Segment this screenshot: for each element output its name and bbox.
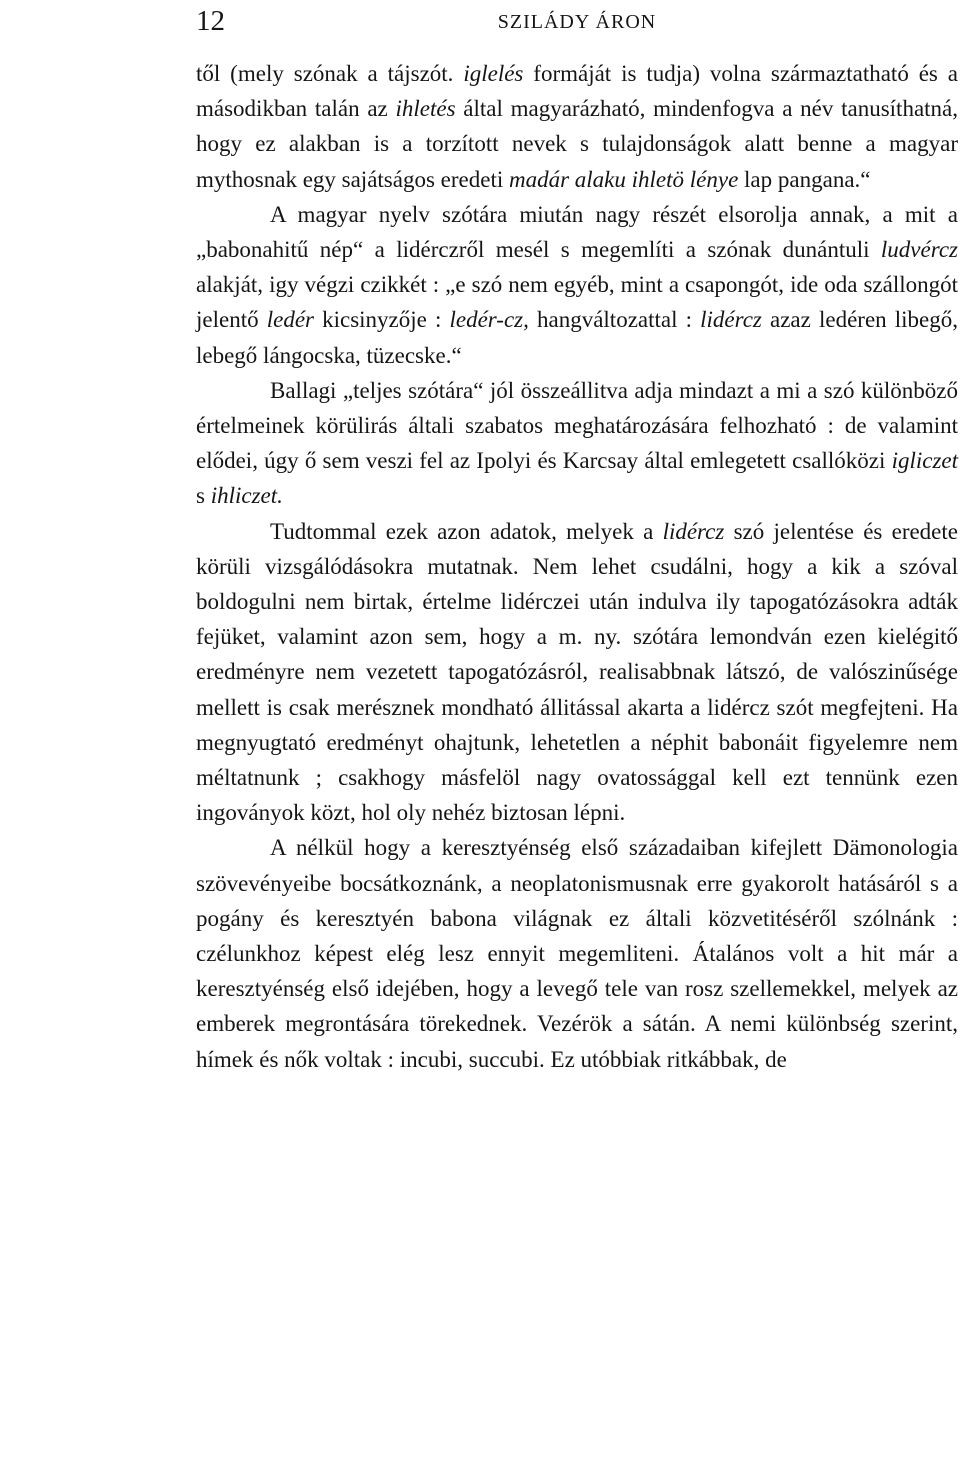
text-run: lap pangana.“ xyxy=(738,166,871,192)
running-title: SZILÁDY ÁRON xyxy=(497,11,657,33)
italic-term: ledér-cz, xyxy=(449,307,529,333)
text-run: A magyar nyelv szótára miután nagy részét elsorolja annak, a mit a „babonahitű nép“ a lidérczről mesél s megemlíti a szónak dunántuli xyxy=(196,201,958,263)
text-run: A nélkül hogy a keresztyénség első századaiban kifejlett Dämonologia szövevényeibe bocsátkoznánk, a neoplatonismusnak erre gyakorolt hatásáról s a pogány és keresztyén babona világnak ez általi közvetitéséről szólnánk : czélunkhoz képest elég lesz ennyit megemliteni. Átalános volt a hit már a keresztyénség első idejében, hogy a levegő tele van rosz szellemekkel, melyek az emberek megrontására törekednek. Vezérök a sátán. A nemi különbség szerint, hímek és nők voltak : incubi, succubi. Ez utóbbiak ritkábbak, de xyxy=(196,835,958,1072)
text-run: Tudtommal ezek azon adatok, melyek a xyxy=(270,518,663,544)
italic-term: lidércz xyxy=(700,307,762,333)
body-text xyxy=(196,56,958,1077)
italic-term: madár alaku ihletö lénye xyxy=(508,166,739,192)
text-run: hangváltozattal : xyxy=(528,307,701,333)
italic-term: ihliczet. xyxy=(210,483,283,509)
text-run: azaz ledéren libegő, lebegő lángocska, tüzecske.“ xyxy=(196,307,959,368)
paragraph xyxy=(196,197,958,373)
text-run: kicsinyzője : xyxy=(313,307,450,333)
paragraph xyxy=(196,514,958,831)
italic-term: iglelés xyxy=(463,61,524,86)
text-run: től (mely szónak a tájszót. xyxy=(196,61,464,86)
running-head xyxy=(196,4,958,38)
text-run: által magyarázható, mindenfogva a név tanusíthatná, hogy ez alakban is a torzított nevek s tulajdonságok alatt benne a magyar mythosnak egy sajátságos eredeti xyxy=(196,96,958,192)
text-run: szó jelentése és eredete körüli vizsgálódásokra mutatnak. Nem lehet csudálni, hogy a kik a szóval boldogulni nem birtak, értelme lidérczei után indulva ily tapogatózásokra adták fejüket, valamint azon sem, hogy a m. ny. szótára lemondván ezen kielégitő eredményre nem vezetett tapogatózásról, realisabbnak látszó, de valószinűsége mellett is csak merésznek mondható állitással akarta a lidércz szót megfejteni. Ha megnyugtató eredményt ohajtunk, lehetetlen a néphit babonáit figyelemre nem méltatnunk ; csakhogy másfelöl nagy ovatossággal kell ezt tennünk ezen ingoványok közt, hol oly nehéz biztosan lépni. xyxy=(196,518,958,826)
text-run: alakját, igy végzi czikkét : „e szó nem egyéb, mint a csapongót, ide oda szállongót jelentő xyxy=(196,272,958,333)
paragraph xyxy=(196,373,958,514)
italic-term: igliczet xyxy=(891,448,958,474)
italic-term: ihletés xyxy=(395,96,456,122)
text-run: s xyxy=(196,483,211,509)
text-run: Ballagi „teljes szótára“ jól összeállitva adja mindazt a mi a szó különböző értelmeinek körülirás általi szabatos meghatározására felhozható : de valamint elődei, úgy ő sem veszi fel az Ipolyi és Karcsay által emlegetett csallóközi xyxy=(196,377,958,474)
paragraph xyxy=(196,56,958,197)
paragraph xyxy=(196,830,958,1076)
italic-term: ludvércz xyxy=(880,237,958,263)
italic-term: lidércz xyxy=(662,518,725,544)
italic-term: ledér xyxy=(266,307,314,333)
page-number: 12 xyxy=(196,5,225,37)
text-run: formáját is tudja) volna származtatható és a másodikban talán az xyxy=(196,61,958,122)
